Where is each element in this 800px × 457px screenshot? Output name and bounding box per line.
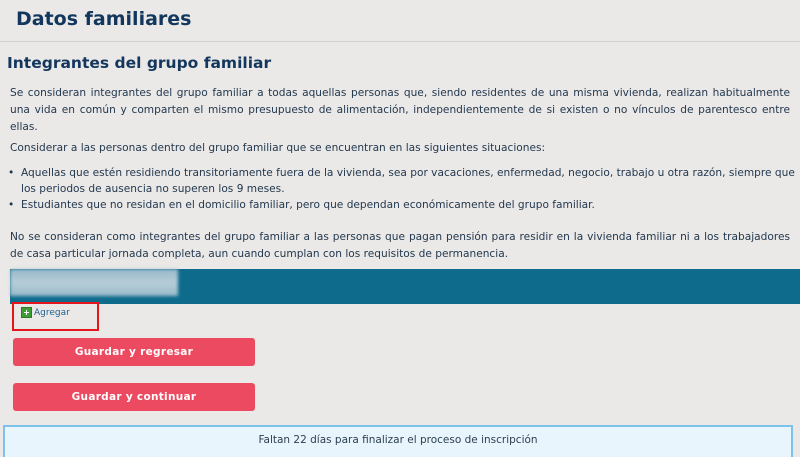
list-item-text: Estudiantes que no residan en el domicilio familiar, pero que dependan económicamente del grupo familiar. <box>21 199 595 211</box>
save-and-continue-button[interactable]: Guardar y continuar <box>13 383 255 411</box>
exclusions-paragraph: No se consideran como integrantes del grupo familiar a las personas que pagan pensión para residir en la vivienda familiar ni a los trabajadores de casa particular jornada completa, aun cuando cumplan con los requisitos de permanencia. <box>10 231 790 260</box>
family-member-row[interactable] <box>10 269 800 304</box>
list-item-text: Aquellas que estén residiendo transitoriamente fuera de la vivienda, sea por vacaciones, enfermedad, negocio, trabajo u otra razón, siempre que los periodos de ausencia no superen los 9 meses. <box>21 167 795 195</box>
add-member-link[interactable] <box>21 307 70 318</box>
page-title: Datos familiares <box>16 8 192 30</box>
section-title: Integrantes del grupo familiar <box>7 54 272 72</box>
title-divider <box>0 41 800 42</box>
list-item <box>8 197 800 213</box>
intro-paragraph: Se consideran integrantes del grupo familiar a todas aquellas personas que, siendo residentes de una misma vivienda, realizan habitualmente una vida en común y comparten el mismo presupuesto de alimentación, independientemente de si existen o no vínculos de parentesco entre ellas. <box>10 87 790 133</box>
add-member-label: Agregar <box>34 307 70 318</box>
redacted-member-name <box>10 269 178 296</box>
deadline-notice <box>3 425 793 457</box>
deadline-notice-text: Faltan 22 días para finalizar el proceso de inscripción <box>258 434 538 446</box>
plus-icon <box>21 307 32 318</box>
situations-paragraph: Considerar a las personas dentro del grupo familiar que se encuentran en las siguientes situaciones: <box>10 142 546 154</box>
save-and-back-button[interactable]: Guardar y regresar <box>13 338 255 366</box>
bullet-icon: • <box>8 199 15 211</box>
bullet-icon: • <box>8 167 15 179</box>
list-item <box>8 165 800 197</box>
situations-list <box>8 165 800 213</box>
